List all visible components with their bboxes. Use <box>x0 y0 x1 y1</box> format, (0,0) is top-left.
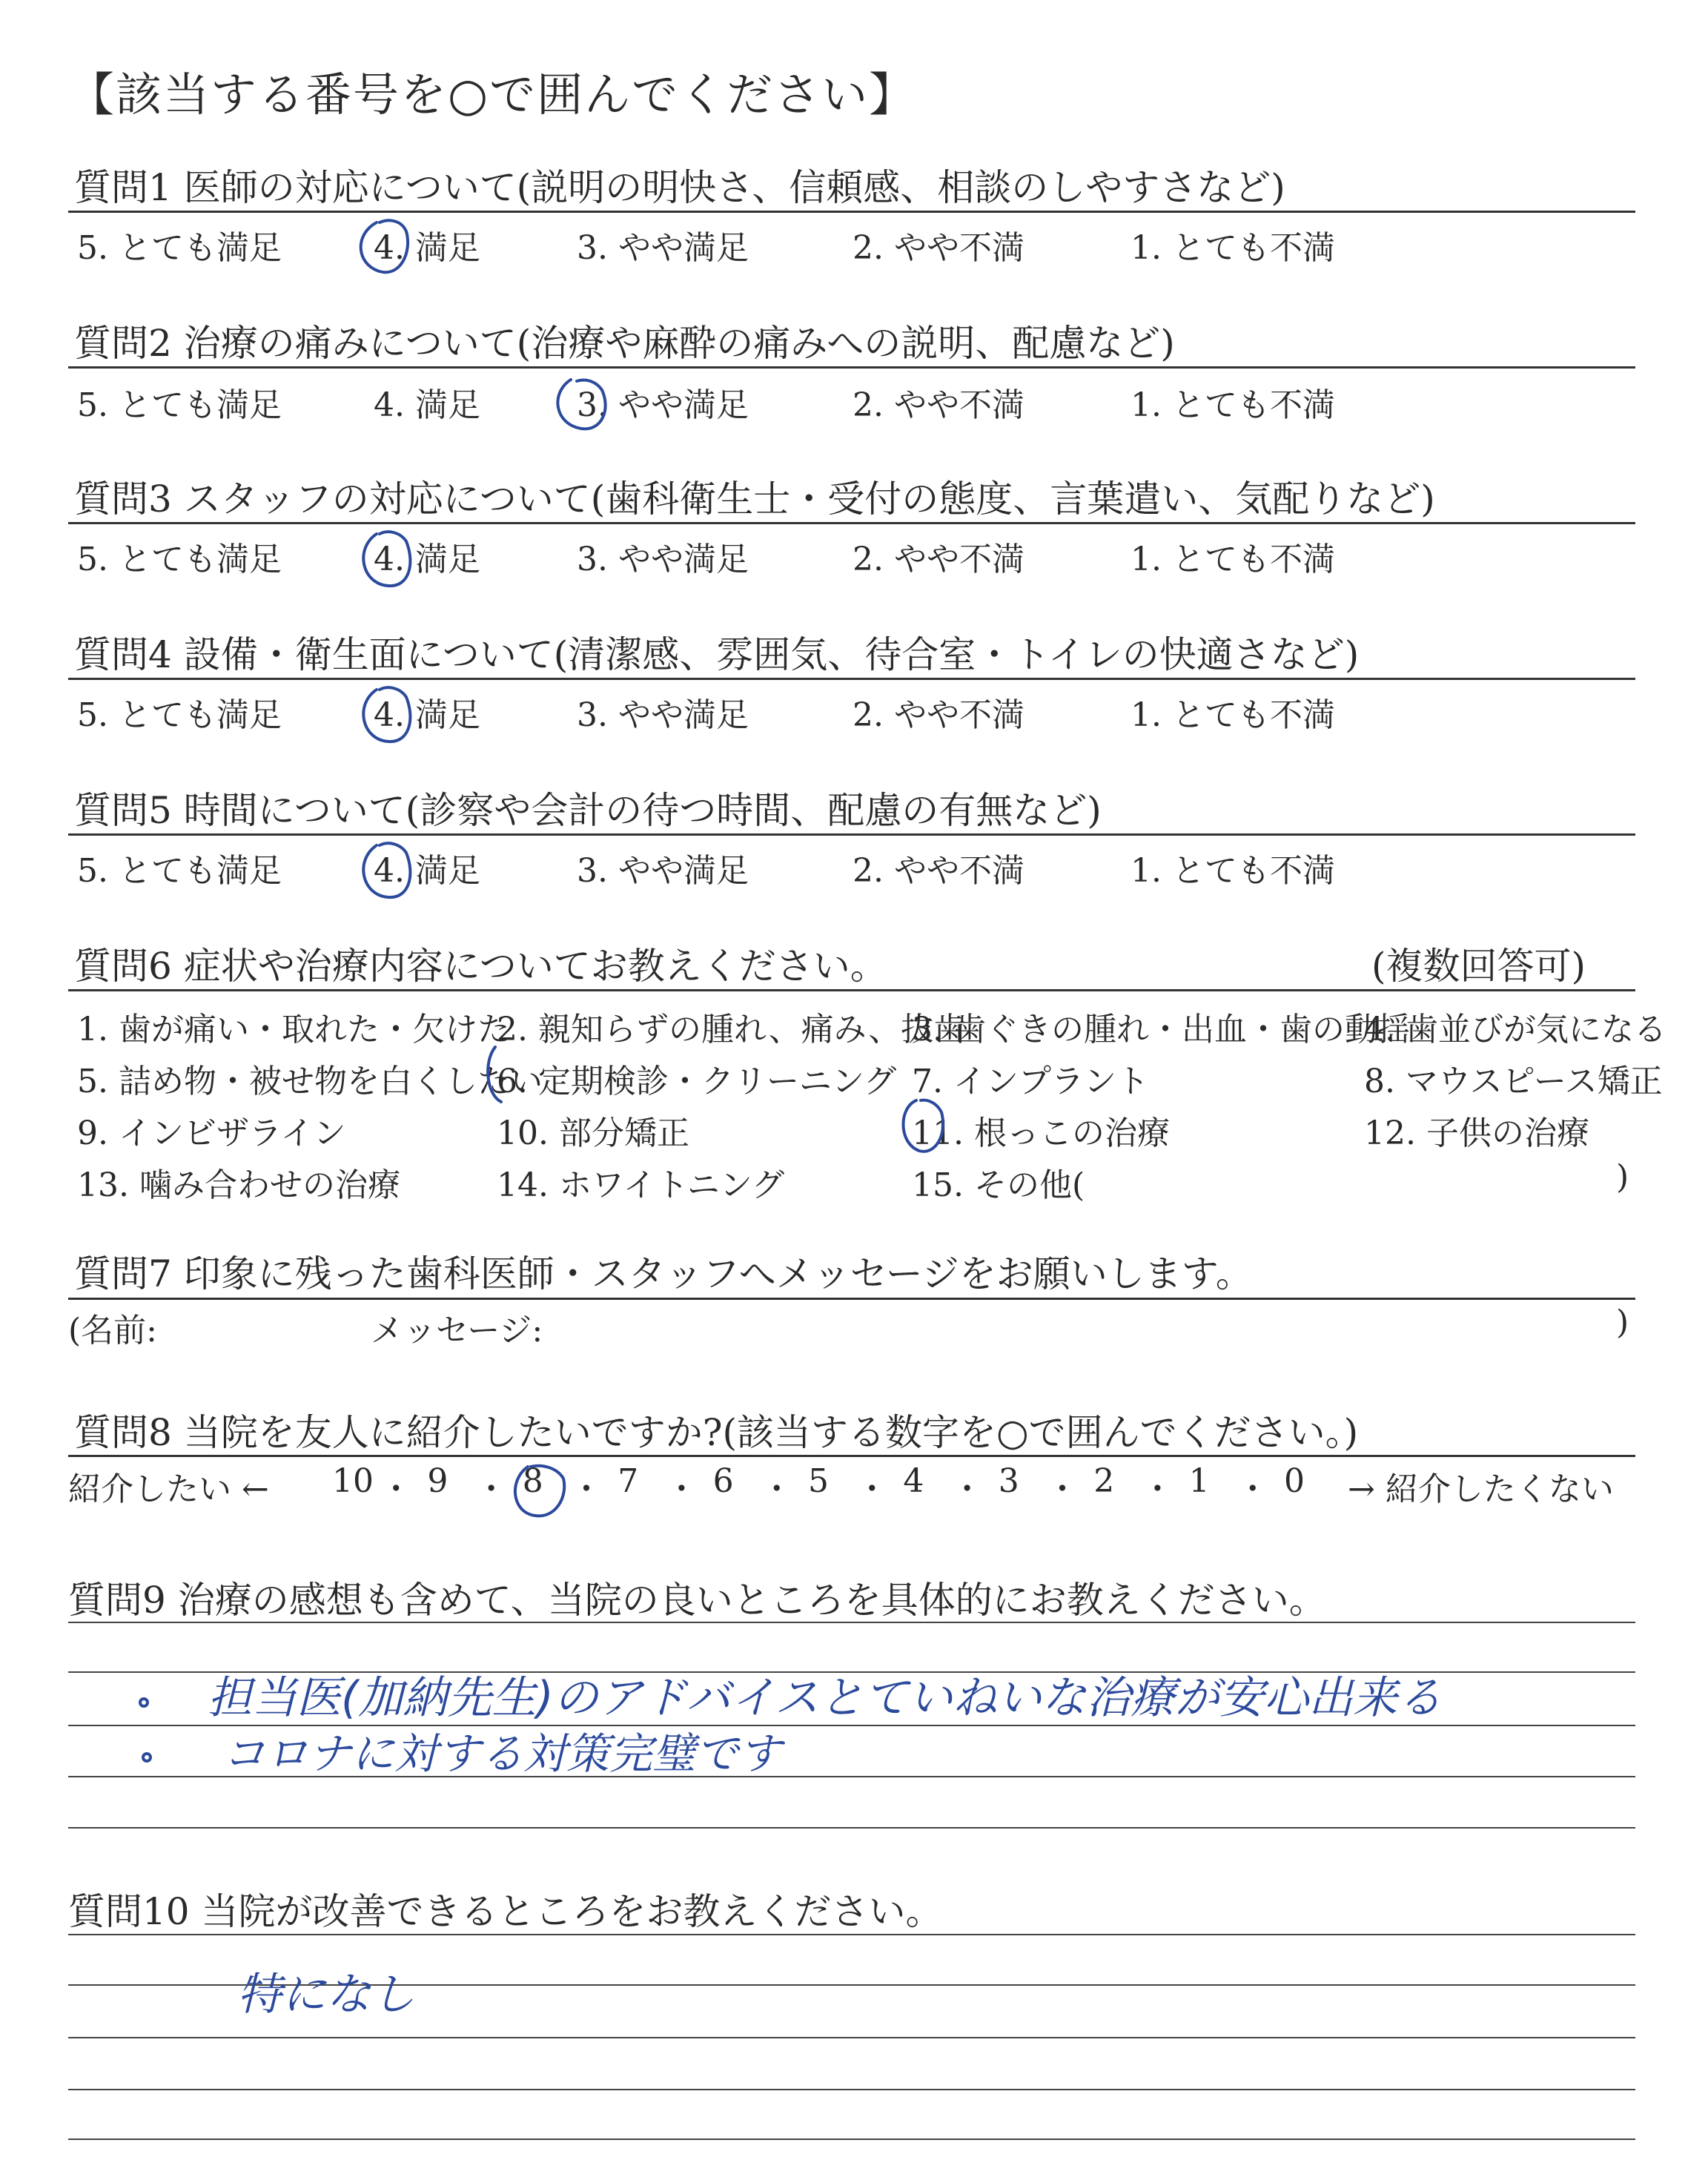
scale-value-2[interactable]: 2 <box>1093 1462 1115 1500</box>
q1-option-3[interactable]: 3. やや満足 <box>577 229 749 267</box>
scale-value-9[interactable]: 9 <box>427 1462 448 1500</box>
q9-handwritten-answer-2: コロナに対する対策完璧です <box>222 1728 782 1779</box>
recommend-left-label: 紹介したい ← <box>68 1470 269 1508</box>
question-6-label: 質問6 症状や治療内容についてお教えください。 <box>74 945 887 988</box>
q5-option-5[interactable]: 5. とても満足 <box>77 852 282 890</box>
pen-circle-q6-6 <box>488 1047 501 1102</box>
bullet-mark <box>140 1699 148 1706</box>
question-7-label: 質問7 印象に残った歯科医師・スタッフへメッセージをお願いします。 <box>74 1252 1253 1295</box>
q3-option-4[interactable]: 4. 満足 <box>374 541 480 578</box>
q6-option-1[interactable]: 1. 歯が痛い・取れた・欠けた <box>77 1011 510 1048</box>
q9-handwritten-answer-1: 担当医(加納先生)のアドバイスとていねいな治療が安心出来る <box>208 1672 1443 1724</box>
scale-separator: ・ <box>380 1470 413 1508</box>
question-5-label: 質問5 時間について(診察や会計の待つ時間、配慮の有無など) <box>74 789 1102 832</box>
q5-option-4[interactable]: 4. 満足 <box>374 852 480 890</box>
q5-option-1[interactable]: 1. とても不満 <box>1131 852 1335 890</box>
question-8-label: 質問8 当院を友人に紹介したいですか?(該当する数字を○で囲んでください。) <box>74 1411 1359 1454</box>
scale-value-0[interactable]: 0 <box>1284 1462 1305 1500</box>
scale-value-5[interactable]: 5 <box>808 1462 829 1500</box>
q6-option-3[interactable]: 3. 歯ぐきの腫れ・出血・歯の動揺 <box>912 1011 1410 1048</box>
multiple-answers-note: (複数回答可) <box>1371 945 1586 988</box>
q3-option-5[interactable]: 5. とても満足 <box>77 541 282 578</box>
q5-option-3[interactable]: 3. やや満足 <box>577 852 749 890</box>
q2-option-2[interactable]: 2. やや不満 <box>853 386 1025 424</box>
q3-option-2[interactable]: 2. やや不満 <box>853 541 1025 578</box>
scale-separator: ・ <box>570 1470 603 1508</box>
q6-option-8[interactable]: 8. マウスピース矯正 <box>1364 1063 1663 1100</box>
message-field-label[interactable]: メッセージ: <box>371 1312 543 1350</box>
q4-option-4[interactable]: 4. 満足 <box>374 696 480 734</box>
q5-option-2[interactable]: 2. やや不満 <box>853 852 1025 890</box>
scale-value-1[interactable]: 1 <box>1188 1462 1210 1500</box>
q6-option-11[interactable]: 11. 根っこの治療 <box>912 1114 1170 1152</box>
q2-option-1[interactable]: 1. とても不満 <box>1131 386 1335 424</box>
q1-option-1[interactable]: 1. とても不満 <box>1131 229 1335 267</box>
scale-value-10[interactable]: 10 <box>332 1462 374 1500</box>
question-10-label: 質問10 当院が改善できるところをお教えください。 <box>68 1890 943 1933</box>
scale-separator: ・ <box>760 1470 793 1508</box>
q6-option-7[interactable]: 7. インプラント <box>912 1063 1149 1100</box>
name-field-label[interactable]: (名前: <box>68 1312 157 1350</box>
scale-separator: ・ <box>855 1470 889 1508</box>
q6-option-15[interactable]: 15. その他( <box>912 1166 1085 1204</box>
q6-other-close-paren: ) <box>1616 1158 1629 1196</box>
q1-option-2[interactable]: 2. やや不満 <box>853 229 1025 267</box>
pen-circle-q4 <box>363 687 410 742</box>
q6-option-6[interactable]: 6. 定期検診・クリーニング <box>497 1063 897 1100</box>
q6-option-2[interactable]: 2. 親知らずの腫れ、痛み、抜歯 <box>497 1011 967 1048</box>
q4-option-1[interactable]: 1. とても不満 <box>1131 696 1335 734</box>
pen-circle-q6-11 <box>903 1100 943 1152</box>
question-9-label: 質問9 治療の感想も含めて、当院の良いところを具体的にお教えください。 <box>68 1579 1326 1622</box>
form-title: 【該当する番号を○で囲んでください】 <box>68 67 917 122</box>
q1-option-5[interactable]: 5. とても満足 <box>77 229 282 267</box>
scale-value-4[interactable]: 4 <box>903 1462 924 1500</box>
q3-option-3[interactable]: 3. やや満足 <box>577 541 749 578</box>
q6-option-9[interactable]: 9. インビザライン <box>77 1114 346 1152</box>
question-3-label: 質問3 スタッフの対応について(歯科衛生士・受付の態度、言葉遣い、気配りなど) <box>74 478 1435 521</box>
q6-option-12[interactable]: 12. 子供の治療 <box>1364 1114 1589 1152</box>
scale-separator: ・ <box>1046 1470 1079 1508</box>
message-close-paren: ) <box>1616 1304 1629 1341</box>
question-2-label: 質問2 治療の痛みについて(治療や麻酔の痛みへの説明、配慮など) <box>74 322 1175 365</box>
pen-circle-q2 <box>557 380 605 429</box>
q10-handwritten-answer: 特になし <box>237 1969 415 2021</box>
pen-circle-q8-8 <box>515 1466 564 1516</box>
pen-circle-q1 <box>361 220 408 272</box>
recommend-right-label: → 紹介したくない <box>1348 1470 1614 1508</box>
q4-option-3[interactable]: 3. やや満足 <box>577 696 749 734</box>
q2-option-3[interactable]: 3. やや満足 <box>577 386 749 424</box>
scale-separator: ・ <box>950 1470 984 1508</box>
q4-option-2[interactable]: 2. やや不満 <box>853 696 1025 734</box>
scale-value-3[interactable]: 3 <box>998 1462 1019 1500</box>
q2-option-4[interactable]: 4. 満足 <box>374 386 480 424</box>
q6-option-10[interactable]: 10. 部分矯正 <box>497 1114 689 1152</box>
scale-separator: ・ <box>665 1470 698 1508</box>
q4-option-5[interactable]: 5. とても満足 <box>77 696 282 734</box>
q6-option-14[interactable]: 14. ホワイトニング <box>497 1166 785 1204</box>
scale-value-6[interactable]: 6 <box>712 1462 734 1500</box>
question-4-label: 質問4 設備・衛生面について(清潔感、雰囲気、待合室・トイレの快適さなど) <box>74 633 1360 676</box>
q6-option-5[interactable]: 5. 詰め物・被せ物を白くしたい <box>77 1063 543 1100</box>
scale-separator: ・ <box>474 1470 508 1508</box>
q2-option-5[interactable]: 5. とても満足 <box>77 386 282 424</box>
scale-separator: ・ <box>1236 1470 1269 1508</box>
scale-value-8[interactable]: 8 <box>522 1462 543 1500</box>
pen-circle-q5 <box>363 843 410 897</box>
q6-option-4[interactable]: 4. 歯並びが気になる <box>1364 1011 1666 1048</box>
scale-separator: ・ <box>1141 1470 1174 1508</box>
q1-option-4[interactable]: 4. 満足 <box>374 229 480 267</box>
scale-value-7[interactable]: 7 <box>618 1462 639 1500</box>
q3-option-1[interactable]: 1. とても不満 <box>1131 541 1335 578</box>
question-1-label: 質問1 医師の対応について(説明の明快さ、信頼感、相談のしやすさなど) <box>74 166 1285 209</box>
q6-option-13[interactable]: 13. 噛み合わせの治療 <box>77 1166 400 1204</box>
bullet-mark <box>143 1754 150 1761</box>
pen-circle-q3 <box>363 532 410 586</box>
